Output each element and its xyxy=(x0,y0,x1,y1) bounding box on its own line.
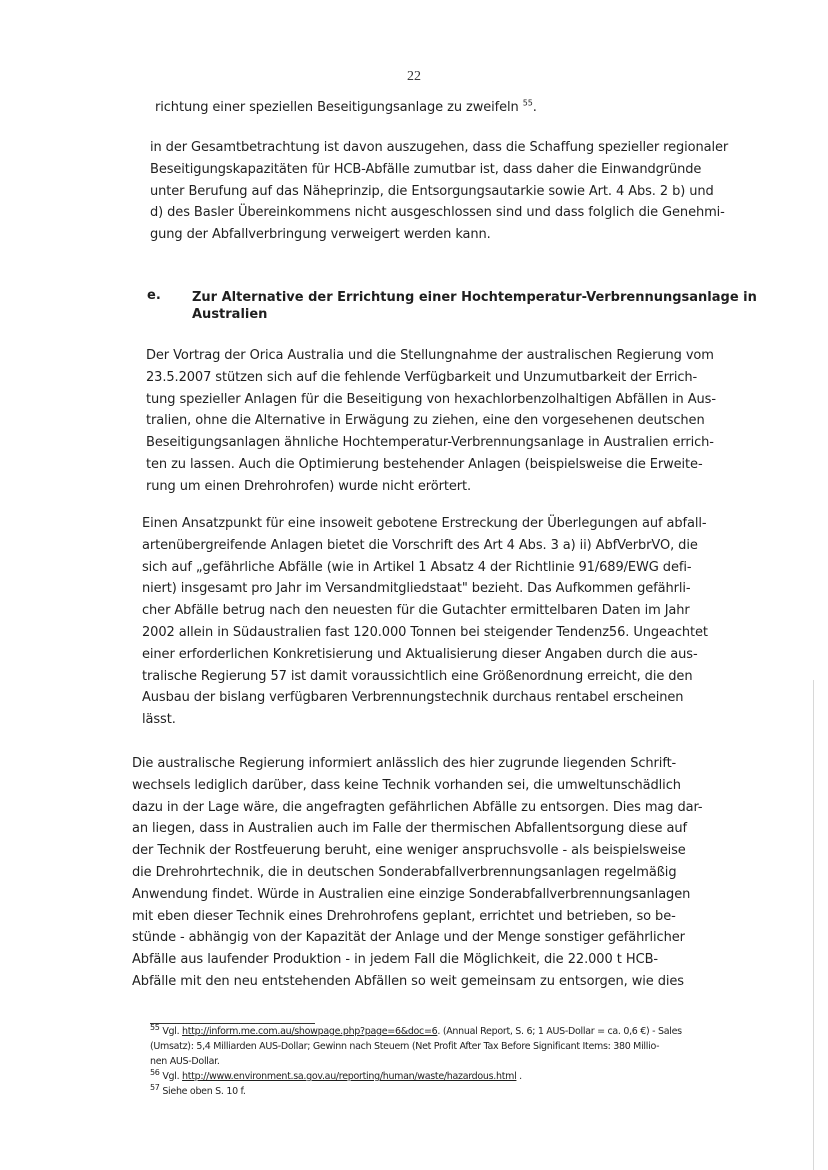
text-line: Einen Ansatzpunkt für eine insoweit gebotene Erstreckung der Überlegungen auf abfall- xyxy=(142,516,707,531)
section-letter: e. xyxy=(147,288,161,303)
text-line: unter Berufung auf das Näheprinzip, die Entsorgungsautarkie sowie Art. 4 Abs. 2 b) und xyxy=(150,183,714,199)
heading-line: Australien xyxy=(192,307,268,322)
footnote-55: $^{55}$ Vgl. http://inform.me.com.au/showpage.php?page=6&doc=6. (Annual Report, S. 6; 1 AUS-Dollar = ca. 0,6 €) - Sales xyxy=(150,1022,682,1037)
text-line: tung spezieller Anlagen für die Beseitigung von hexachlorbenzolhaltigen Abfällen in Aus- xyxy=(146,391,716,407)
text-line: Abfälle aus laufender Produktion - in jedem Fall die Möglichkeit, die 22.000 t HCB- xyxy=(132,952,658,968)
footnote-link-55[interactable]: http://inform.me.com.au/showpage.php?page=6&doc=6 xyxy=(182,1026,438,1037)
text-line: Die australische Regierung informiert anlässlich des hier zugrunde liegenden Schrift- xyxy=(132,756,677,771)
section-heading xyxy=(192,289,757,323)
footnote-link-56[interactable]: http://www.environment.sa.gov.au/reporting/human/waste/hazardous.html xyxy=(182,1071,517,1082)
text-line: d) des Basler Übereinkommens nicht ausgeschlossen sind und dass folglich die Genehmi- xyxy=(150,205,725,221)
text-line: Anwendung findet. Würde in Australien eine einzige Sonderabfallverbrennungsanlagen xyxy=(132,886,691,902)
text-line: tralische Regierung 57 ist damit voraussichtlich eine Größenordnung erreicht, die den xyxy=(142,668,693,684)
text-line: . xyxy=(532,100,537,115)
text-line: ten zu lassen. Auch die Optimierung bestehender Anlagen (beispielsweise die Erweite- xyxy=(146,456,703,472)
footnotes xyxy=(150,1024,682,1099)
text-line: einer erforderlichen Konkretisierung und Aktualisierung dieser Angaben durch die aus- xyxy=(142,646,698,662)
text-line: mit eben dieser Technik eines Drehrohrofens geplant, errichtet und betrieben, so be- xyxy=(132,908,676,924)
text-line: rung um einen Drehrohrofen) wurde nicht erörtert. xyxy=(146,478,472,494)
text-line: stünde - abhängig von der Kapazität der Anlage und der Menge sonstiger gefährlicher xyxy=(132,930,685,946)
text-line: an liegen, dass in Australien auch im Falle der thermischen Abfallentsorgung diese auf xyxy=(132,821,687,837)
text-line: richtung einer speziellen Beseitigungsanlage zu zweifeln xyxy=(155,100,519,115)
text-line: tralien, ohne die Alternative in Erwägung zu ziehen, eine den vorgesehenen deutschen xyxy=(146,413,705,429)
paragraph-approach xyxy=(142,513,708,731)
footnote-ref-55: 55 xyxy=(522,98,533,108)
text-line: dazu in der Lage wäre, die angefragten gefährlichen Abfälle zu entsorgen. Dies mag dar- xyxy=(132,799,703,815)
text-line: Ausbau der bislang verfügbaren Verbrennungstechnik durchaus rentabel erscheinen xyxy=(142,690,684,706)
text-line: gung der Abfallverbringung verweigert werden kann. xyxy=(150,227,491,243)
footnote-57: $^{57}$ Siehe oben S. 10 f. xyxy=(150,1082,246,1097)
text-line: lässt. xyxy=(142,712,176,728)
text-line: 23.5.2007 stützen sich auf die fehlende Verfügbarkeit und Unzumutbarkeit der Errich- xyxy=(146,369,698,385)
paragraph-government-info xyxy=(132,753,703,993)
text-line: wechsels lediglich darüber, dass keine Technik vorhanden sei, die umweltunschädlich xyxy=(132,777,681,793)
text-line: cher Abfälle betrug nach den neuesten für die Gutachter ermittelbaren Daten im Jahr xyxy=(142,603,690,619)
text-line: die Drehrohrtechnik, die in deutschen Sonderabfallverbrennungsanlagen regelmäßig xyxy=(132,864,677,880)
text-line: Beseitigungskapazitäten für HCB-Abfälle zumutbar ist, dass daher die Einwandgründe xyxy=(150,161,702,177)
text-line: Der Vortrag der Orica Australia und die Stellungnahme der australischen Regierung vom xyxy=(146,348,714,363)
text-line: artenübergreifende Anlagen bietet die Vorschrift des Art 4 Abs. 3 a) ii) AbfVerbrVO, die xyxy=(142,537,698,553)
text-line: der Technik der Rostfeuerung beruht, eine weniger anspruchsvolle - als beispielsweise xyxy=(132,843,686,859)
page-number: 22 xyxy=(407,69,421,84)
text-line: niert) insgesamt pro Jahr im Versandmitgliedstaat" bezieht. Das Aufkommen gefährli- xyxy=(142,581,691,597)
heading-line: Zur Alternative der Errichtung einer Hochtemperatur-Verbrennungsanlage in xyxy=(192,290,757,305)
text-line: 2002 allein in Südaustralien fast 120.000 Tonnen bei steigender Tendenz56. Ungeachtet xyxy=(142,624,708,640)
paragraph-continuation xyxy=(155,97,655,119)
text-line: Beseitigungsanlagen ähnliche Hochtemperatur-Verbrennungsanlage in Australien errich- xyxy=(146,435,714,451)
footnote-55-line3: nen AUS-Dollar. xyxy=(150,1056,220,1067)
paragraph-alternative xyxy=(146,345,716,498)
paragraph-conclusion xyxy=(150,137,729,246)
scan-edge-line xyxy=(813,680,814,1170)
footnote-55-line2: (Umsatz): 5,4 Milliarden AUS-Dollar; Gewinn nach Steuern (Net Profit After Tax Before Significant Items: 380 Millio- xyxy=(150,1041,660,1052)
text-line: sich auf „gefährliche Abfälle (wie in Artikel 1 Absatz 4 der Richtlinie 91/689/EWG defi- xyxy=(142,559,692,575)
text-line: Abfälle mit den neu entstehenden Abfällen so weit gemeinsam zu entsorgen, wie dies xyxy=(132,973,684,989)
text-line: in der Gesamtbetrachtung ist davon auszugehen, dass die Schaffung spezieller regionaler xyxy=(150,140,729,155)
footnote-56: $^{56}$ Vgl. http://www.environment.sa.gov.au/reporting/human/waste/hazardous.html . xyxy=(150,1067,522,1082)
